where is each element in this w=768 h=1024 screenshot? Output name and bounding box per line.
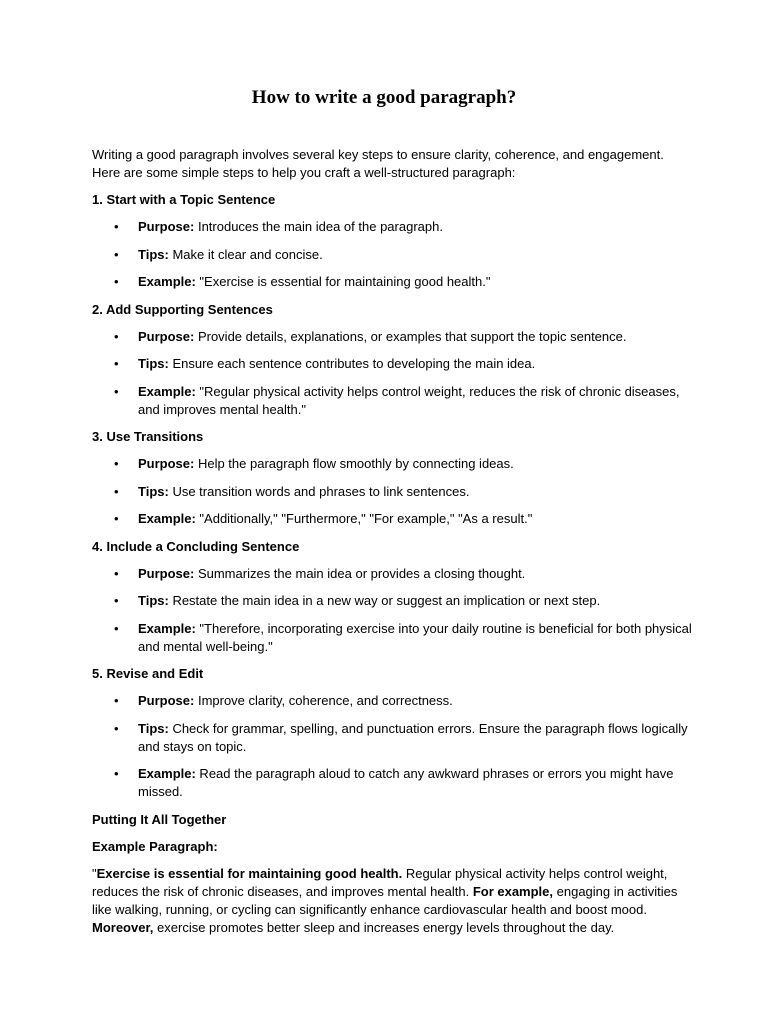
list-item	[92, 765, 692, 801]
item-text: "Therefore, incorporating exercise into your daily routine is beneficial for both physical and mental well-being."	[138, 620, 692, 654]
bullet-icon: •	[114, 274, 119, 289]
item-label: Purpose:	[138, 693, 195, 708]
item-label: Tips:	[138, 356, 169, 371]
section-1	[92, 191, 692, 291]
item-text: Read the paragraph aloud to catch any awkward phrases or errors you might have missed.	[138, 766, 674, 799]
item-label: Example:	[138, 383, 196, 399]
list-item	[92, 328, 692, 346]
topic-sentence: Exercise is essential for maintaining good health.	[96, 865, 403, 881]
item-label: Tips:	[138, 720, 169, 736]
transition-phrase: For example,	[472, 883, 554, 899]
item-text: Restate the main idea in a new way or suggest an implication or next step.	[168, 593, 601, 608]
bullet-list	[92, 328, 692, 419]
item-text: "Exercise is essential for maintaining good health."	[195, 274, 491, 289]
bullet-icon: •	[114, 593, 119, 608]
item-label: Example:	[138, 511, 196, 526]
page-title: How to write a good paragraph?	[251, 87, 517, 108]
bullet-list	[92, 218, 692, 291]
item-text: Make it clear and concise.	[168, 246, 323, 262]
list-item	[92, 355, 692, 373]
document-body	[92, 146, 692, 937]
together-heading: Putting It All Together	[92, 811, 227, 827]
list-item	[92, 510, 692, 528]
example-paragraph	[92, 865, 692, 937]
list-item	[92, 592, 692, 610]
transition-phrase: Moreover,	[92, 919, 154, 935]
bullet-icon: •	[114, 720, 119, 736]
list-item	[92, 273, 692, 291]
list-item	[92, 692, 692, 710]
item-text: Help the paragraph flow smoothly by connecting ideas.	[194, 456, 514, 471]
list-item	[92, 720, 692, 756]
bullet-icon: •	[114, 383, 119, 399]
item-text: Introduces the main idea of the paragraph.	[194, 219, 443, 234]
concluding-text: exercise promotes better sleep and increases energy levels throughout the day.	[153, 919, 615, 935]
item-label: Tips:	[138, 593, 169, 608]
list-item	[92, 246, 692, 264]
item-text: "Regular physical activity helps control weight, reduces the risk of chronic diseases, and improves mental health."	[138, 383, 680, 417]
bullet-icon: •	[114, 456, 119, 471]
bullet-icon: •	[114, 219, 119, 234]
item-text: Summarizes the main idea or provides a closing thought.	[194, 565, 526, 581]
list-item	[92, 565, 692, 583]
item-label: Tips:	[138, 246, 169, 262]
bullet-icon: •	[114, 511, 119, 526]
item-text: Provide details, explanations, or examples that support the topic sentence.	[194, 328, 627, 344]
item-text: Improve clarity, coherence, and correctness.	[194, 693, 453, 708]
item-label: Purpose:	[138, 565, 195, 581]
section-heading: 4. Include a Concluding Sentence	[92, 538, 300, 554]
list-item	[92, 483, 692, 501]
list-item	[92, 383, 692, 419]
supporting-text: Regular physical activity helps control weight, reduces the risk of chronic diseases, and improves mental health.	[92, 865, 668, 899]
section-heading: 5. Revise and Edit	[92, 666, 204, 681]
item-label: Purpose:	[138, 219, 195, 234]
bullet-icon: •	[114, 693, 119, 708]
item-label: Example:	[138, 620, 196, 636]
item-label: Purpose:	[138, 328, 195, 344]
bullet-list	[92, 455, 692, 528]
bullet-icon: •	[114, 246, 119, 262]
section-4	[92, 538, 692, 656]
item-text: Use transition words and phrases to link sentences.	[168, 483, 470, 499]
list-item	[92, 218, 692, 236]
item-text: Ensure each sentence contributes to developing the main idea.	[168, 356, 536, 371]
item-label: Tips:	[138, 483, 169, 499]
item-text: "Additionally," "Furthermore," "For example," "As a result."	[195, 511, 533, 526]
bullet-list	[92, 692, 692, 801]
open-quote: "	[92, 865, 97, 881]
list-item	[92, 455, 692, 473]
item-text: Check for grammar, spelling, and punctuation errors. Ensure the paragraph flows logically and stays on topic.	[138, 720, 688, 754]
bullet-icon: •	[114, 565, 119, 581]
bullet-icon: •	[114, 328, 119, 344]
bullet-icon: •	[114, 620, 119, 636]
bullet-icon: •	[114, 483, 119, 499]
list-item	[92, 620, 692, 656]
section-2	[92, 301, 692, 419]
item-label: Purpose:	[138, 456, 195, 471]
section-heading: 2. Add Supporting Sentences	[92, 301, 273, 317]
section-5	[92, 665, 692, 801]
bullet-icon: •	[114, 766, 119, 781]
example-heading: Example Paragraph:	[92, 838, 218, 854]
bullet-icon: •	[114, 356, 119, 371]
section-heading: 3. Use Transitions	[92, 429, 204, 444]
section-heading: 1. Start with a Topic Sentence	[92, 192, 276, 207]
section-3	[92, 428, 692, 528]
item-label: Example:	[138, 766, 196, 781]
bullet-list	[92, 565, 692, 656]
supporting-text: engaging in activities like walking, running, or cycling can significantly enhance cardiovascular health and boost mood.	[92, 883, 678, 917]
intro-paragraph: Writing a good paragraph involves several key steps to ensure clarity, coherence, and engagement. Here are some simple steps to help you craft a well-structured paragraph:	[92, 147, 664, 180]
item-label: Example:	[138, 274, 196, 289]
